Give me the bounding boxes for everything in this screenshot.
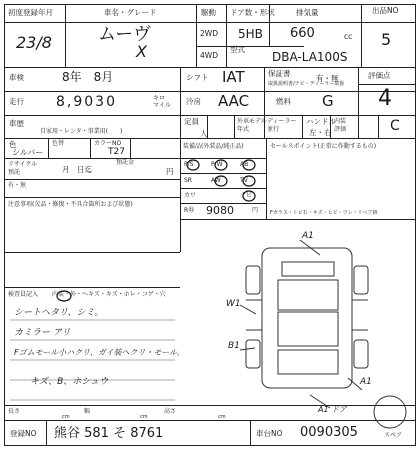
import-label: 外車モデル 年式 bbox=[237, 118, 267, 133]
reg-no-label: 登録NO bbox=[10, 429, 37, 438]
equipment-label: 装備品(外装品/純正品) bbox=[183, 143, 244, 150]
ac-label: 冷房 bbox=[186, 97, 201, 106]
doors-value: 5HB bbox=[238, 27, 263, 41]
name-grade-label: 車名・グレード bbox=[104, 8, 157, 17]
doors-label: ドア数・形状 bbox=[230, 8, 275, 17]
mileage-value: 8,9030 bbox=[56, 94, 117, 110]
fuel-value: G bbox=[322, 92, 334, 110]
grade-value: X bbox=[136, 42, 147, 61]
equipment-kawa: カワ bbox=[184, 192, 197, 199]
warranty-label: 保証書 bbox=[268, 69, 291, 78]
notes-label: 注意事項(欠品・修復・不具合箇所および状態) bbox=[8, 201, 133, 208]
inspection-label: 車検 bbox=[9, 73, 24, 82]
equipment-ps: P/S bbox=[184, 161, 194, 168]
displacement-value: 660 bbox=[290, 26, 315, 41]
inspector-note: シートヘタリ、シミ。 bbox=[14, 308, 104, 318]
height-label: 高さ bbox=[164, 408, 177, 415]
diagram-mark: B1 bbox=[228, 341, 240, 351]
color-value: シルバー bbox=[12, 148, 44, 157]
history-label: 車歴 bbox=[9, 119, 24, 128]
inspection-value: 8年 8月 bbox=[62, 70, 114, 84]
color-change-label: 色替 bbox=[52, 140, 65, 147]
score-value: 4 bbox=[378, 86, 392, 111]
displacement-label: 排気量 bbox=[296, 8, 319, 17]
displacement-unit: cc bbox=[344, 32, 353, 41]
equipment-ab: AB bbox=[240, 161, 249, 168]
interior-label: 内装 評価 bbox=[334, 118, 347, 133]
equipment-pw: P/W bbox=[211, 161, 223, 168]
drive-label: 駆動 bbox=[201, 8, 216, 17]
inspector-label: 検査員記入 bbox=[8, 291, 39, 298]
diagram-mark: A1 bbox=[302, 231, 314, 241]
recycle-options: 有・無 bbox=[8, 182, 27, 189]
capacity-unit: 人 bbox=[200, 129, 208, 138]
drive-4wd: 4WD bbox=[200, 51, 218, 60]
inspector-scope: 内装・外・ヘキズ・キズ・ホレ・コゲ・穴 bbox=[52, 291, 166, 298]
handle-label: ハンドル bbox=[306, 117, 336, 126]
score-label: 評価点 bbox=[368, 71, 391, 80]
length-unit: cm bbox=[62, 414, 70, 420]
equipment-sr: SR bbox=[184, 177, 192, 184]
equipment-r-ticket: R券 bbox=[184, 207, 195, 214]
chassis-value: 0090305 bbox=[300, 425, 358, 440]
equipment-nav: ナビ bbox=[240, 192, 253, 199]
recycle-amount-unit: 円 bbox=[166, 167, 174, 176]
model-code-label: 型式 bbox=[230, 45, 245, 54]
glass-label: Fガラス・トビ石・キズ・ヒビ・ウレ・リペア跡 bbox=[270, 210, 378, 216]
equipment-tv: TV bbox=[240, 177, 248, 184]
ac-value: AAC bbox=[218, 92, 250, 110]
drive-2wd: 2WD bbox=[200, 29, 218, 38]
color-no-label: カラーNO bbox=[94, 140, 122, 147]
diagram-mark: A1 ドア bbox=[318, 405, 347, 414]
chassis-label: 車台NO bbox=[256, 429, 283, 438]
capacity-label: 定員 bbox=[184, 117, 199, 126]
equipment-aw: AW bbox=[211, 177, 221, 184]
height-unit: cm bbox=[218, 414, 226, 420]
width-unit: cm bbox=[140, 414, 148, 420]
recycle-amount-label: 預託金 bbox=[116, 159, 135, 166]
equipment-r-unit: 円 bbox=[252, 207, 259, 214]
mileage-label: 走行 bbox=[9, 97, 24, 106]
inspector-note: カミラー アリ bbox=[14, 328, 71, 338]
handle-value: 左・右 bbox=[309, 128, 332, 137]
lot-value: 5 bbox=[381, 30, 392, 49]
model-name-value: ムーヴ bbox=[98, 24, 152, 45]
width-label: 幅 bbox=[84, 408, 91, 415]
sales-point-label: セールスポイント(正常に作動するもの) bbox=[270, 143, 377, 150]
color-no-value: T27 bbox=[108, 147, 125, 157]
first-reg-label: 初度登録年月 bbox=[8, 8, 53, 17]
diagram-mark: A1 bbox=[360, 377, 372, 387]
recycle-date: 月 日迄 bbox=[62, 165, 92, 174]
reg-no-value: 熊谷 581 そ 8761 bbox=[54, 426, 164, 441]
car-diagram bbox=[240, 240, 406, 428]
length-label: 長さ bbox=[8, 408, 21, 415]
shift-label: シフト bbox=[186, 73, 209, 82]
interior-value: C bbox=[390, 118, 400, 134]
spare-label: スペア bbox=[384, 432, 403, 439]
inspector-note: キズ、B、ホシュウ bbox=[30, 377, 109, 387]
fuel-label: 燃料 bbox=[276, 97, 291, 106]
color-label: 色 bbox=[9, 140, 17, 149]
warranty-sub: 取扱説明書/ナビ・ディーラー取扱 bbox=[268, 81, 345, 87]
equipment-r-value: 9080 bbox=[206, 204, 234, 217]
dealer-label: ディーラー 並行 bbox=[267, 118, 297, 133]
diagram-mark: W1 bbox=[226, 299, 241, 309]
history-options: 自家用・レンタ・事業用( ) bbox=[40, 128, 123, 135]
first-reg-value: 23/8 bbox=[16, 33, 52, 52]
inspector-note: Fゴムモール小ハクリ、ガイ装ヘクリ・モール。 bbox=[14, 348, 185, 357]
lot-label: 出品NO bbox=[372, 6, 399, 15]
shift-value: IAT bbox=[222, 68, 245, 86]
warranty-options: 有・無 bbox=[316, 74, 339, 83]
recycle-label: リサイクル 預託 bbox=[8, 161, 38, 176]
model-code-value: DBA-LA100S bbox=[272, 50, 348, 64]
mileage-unit: キロ マイル bbox=[153, 95, 171, 110]
